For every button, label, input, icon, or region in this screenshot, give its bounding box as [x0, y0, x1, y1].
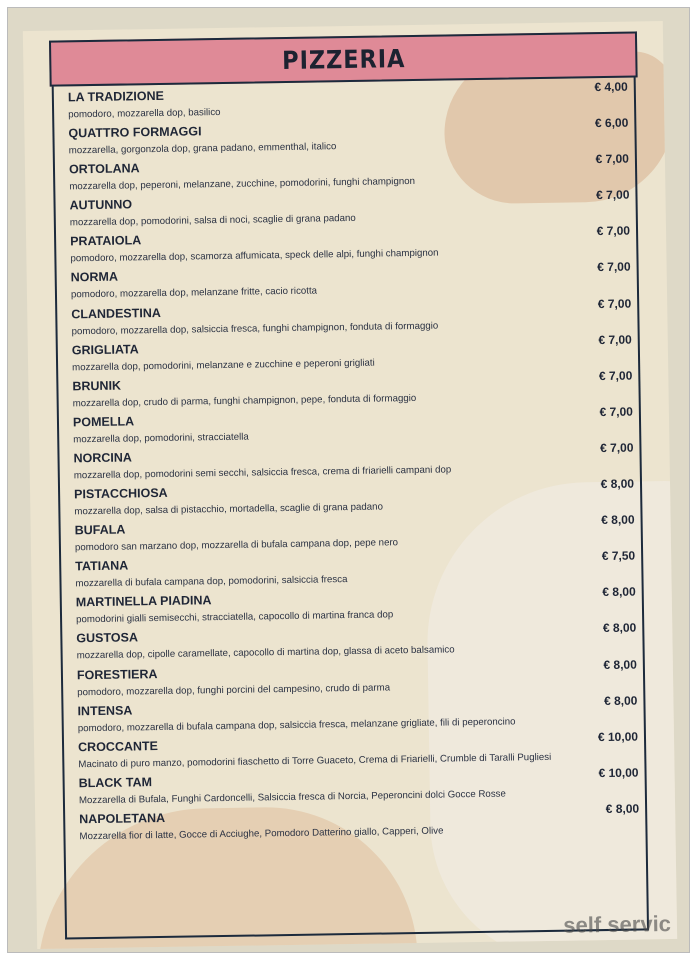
menu-item-name: LA TRADIZIONE	[67, 88, 165, 105]
menu-item-description: pomodoro san marzano dop, mozzarella di bufala campana dop, pepe nero	[74, 537, 399, 554]
menu-item-description: mozzarella dop, pomodorini, stracciatella	[73, 431, 249, 446]
menu-item-description: mozzarella dop, peperoni, melanzane, zucchine, pomodorini, funghi champignon	[69, 176, 416, 193]
menu-item-price: € 10,00	[598, 765, 639, 780]
menu-item-description: mozzarella dop, crudo di parma, funghi champignon, pepe, fonduta di formaggio	[72, 392, 417, 410]
menu-item-price: € 7,00	[596, 223, 631, 239]
menu-item-name: GRIGLIATA	[71, 341, 139, 358]
menu-item-price: € 10,00	[597, 729, 639, 744]
menu-item-name: INTENSA	[77, 703, 133, 718]
menu-item-description: mozzarella dop, pomodorini, melanzane e zucchine e peperoni grigliati	[72, 357, 375, 374]
menu-item-description: pomodorini gialli semisecchi, stracciatella, capocollo di martina franca dop	[76, 609, 394, 626]
menu-item-description: pomodoro, mozzarella dop, funghi porcini del campesino, crudo di parma	[77, 681, 391, 698]
page-title: PIZZERIA	[281, 43, 406, 75]
menu-item-name: MARTINELLA PIADINA	[75, 593, 212, 610]
menu-item-name: BRUNIK	[72, 378, 122, 394]
menu-photo	[8, 8, 689, 952]
menu-item-description: pomodoro, mozzarella di bufala campana dop, salsiccia fresca, melanzane grigliate, fili di peperoncino	[77, 716, 516, 734]
menu-item-price: € 8,00	[602, 620, 637, 636]
menu-item-name: CLANDESTINA	[71, 305, 161, 321]
menu-item-name: GUSTOSA	[76, 630, 139, 646]
menu-item-name: BUFALA	[74, 522, 126, 538]
menu-item-name: PISTACCHIOSA	[74, 485, 168, 502]
menu-item-price: € 6,00	[594, 115, 629, 131]
menu-item-name: ORTOLANA	[68, 161, 140, 177]
menu-item-name: CROCCANTE	[77, 738, 159, 754]
menu-sheet	[23, 21, 677, 949]
menu-item-description: mozzarella, gorgonzola dop, grana padano, emmenthal, italico	[68, 141, 337, 157]
menu-item-name: NAPOLETANA	[79, 810, 166, 827]
menu-item-name: TATIANA	[75, 558, 129, 574]
menu-item-price: € 7,00	[599, 404, 633, 419]
menu-item-price: € 7,00	[599, 440, 634, 456]
menu-item-price: € 7,00	[598, 368, 633, 383]
menu-item-name: QUATTRO FORMAGGI	[68, 124, 202, 141]
menu-item-description: Mozzarella fior di latte, Gocce di Acciughe, Pomodoro Datterino giallo, Capperi, Olive	[79, 825, 444, 843]
menu-item-price: € 8,00	[605, 801, 640, 816]
menu-item-name: BLACK TAM	[78, 774, 153, 791]
menu-item-name: POMELLA	[72, 414, 135, 430]
menu-item-price: € 8,00	[603, 657, 637, 672]
menu-item-price: € 4,00	[594, 79, 628, 95]
menu-item-price: € 8,00	[601, 512, 635, 528]
menu-header	[49, 31, 638, 86]
menu-item-description: Macinato di puro manzo, pomodorini fiaschetto di Torre Guaceto, Crema di Friarielli, Crumble di Taralli Pugliesi	[78, 751, 552, 770]
menu-item-description: mozzarella di bufala campana dop, pomodorini, salsiccia fresca	[75, 574, 348, 590]
footer-text: self servic	[563, 911, 672, 938]
menu-item-price: € 8,00	[600, 476, 635, 492]
menu-item-description: mozzarella dop, pomodorini semi secchi, salsiccia fresca, crema di friarielli campani dop	[73, 464, 452, 482]
menu-item-description: pomodoro, mozzarella dop, melanzane fritte, cacio ricotta	[70, 285, 318, 301]
menu-item-description: pomodoro, mozzarella dop, salsiccia fresca, funghi champignon, fonduta di formaggio	[71, 320, 439, 337]
menu-item-description: mozzarella dop, cipolle caramellate, capocollo di martina dop, glassa di aceto balsamico	[76, 644, 455, 662]
menu-item-price: € 7,50	[601, 548, 636, 564]
menu-item-price: € 7,00	[597, 296, 632, 311]
menu-item-price: € 8,00	[602, 584, 636, 600]
menu-item-name: NORMA	[70, 270, 119, 285]
menu-item-name: NORCINA	[73, 450, 132, 466]
menu-item-description: Mozzarella di Bufala, Funghi Cardoncelli, Salsiccia fresca di Norcia, Peperoncini dolci Gocce Rosse	[78, 788, 506, 807]
menu-item-name: PRATAIOLA	[70, 233, 142, 249]
menu-item-name: AUTUNNO	[69, 197, 133, 213]
menu-item-price: € 7,00	[595, 151, 630, 167]
menu-item-description: pomodoro, mozzarella dop, basilico	[68, 106, 221, 121]
menu-item-name: FORESTIERA	[76, 666, 158, 682]
menu-item-description: mozzarella dop, salsa di pistacchio, mortadella, scaglie di grana padano	[74, 501, 383, 518]
menu-item-price: € 7,00	[595, 187, 630, 203]
menu-item-description: pomodoro, mozzarella dop, scamorza affumicata, speck delle alpi, funghi champignon	[70, 247, 439, 265]
menu-item-price: € 7,00	[598, 332, 632, 347]
menu-item-list	[67, 79, 640, 849]
menu-item-price: € 8,00	[603, 693, 638, 708]
menu-item-price: € 7,00	[597, 260, 631, 275]
menu-item-description: mozzarella dop, pomodorini, salsa di noci, scaglie di grana padano	[69, 213, 356, 229]
